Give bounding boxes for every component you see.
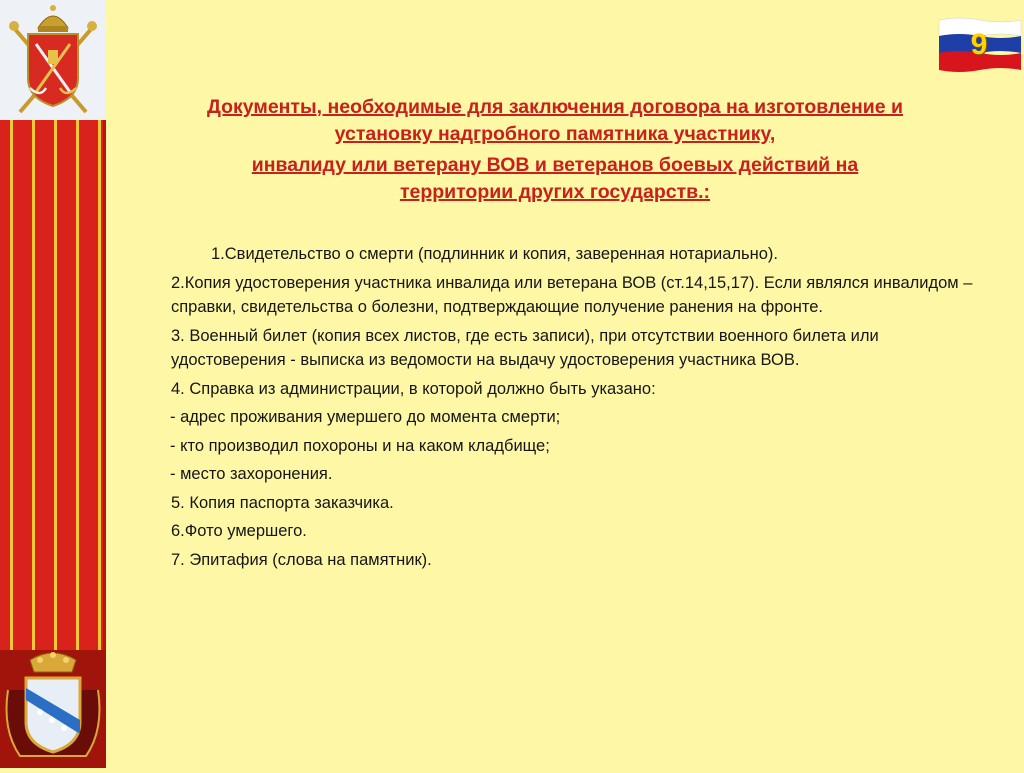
list-item: 4. Справка из администрации, в которой должно быть указано:	[171, 379, 656, 398]
document-list	[165, 242, 980, 576]
title-line-4: территории других государств.:	[399, 181, 711, 203]
list-item: 7. Эпитафия (слова на памятник).	[171, 550, 432, 569]
list-item: - адрес проживания умершего до момента смерти;	[170, 408, 561, 426]
slide-number: 9	[970, 28, 988, 61]
list-item: 2.Копия удостоверения участника инвалида или ветерана ВОВ (ст.14,15,17). Если являлся инвалидом – справки, свидетельства о болезни, подтверждающие получение ранения на фронте.	[171, 273, 973, 316]
title-line-2: установку надгробного памятника участнику,	[334, 123, 776, 145]
page-title	[140, 94, 970, 206]
list-item: - место захоронения.	[170, 465, 333, 483]
kursk-oblast-coat-of-arms-icon	[0, 650, 106, 768]
red-gold-stripes	[0, 120, 106, 650]
left-decorative-sidebar	[0, 0, 106, 768]
title-line-3: инвалиду или ветерану ВОВ и ветеранов боевых действий на	[251, 154, 859, 176]
list-item: 3. Военный билет (копия всех листов, где есть записи), при отсутствии военного билета или удостоверения - выписка из ведомости на выдачу удостоверения участника ВОВ.	[171, 326, 879, 369]
list-item: 6.Фото умершего.	[171, 522, 307, 540]
title-line-1: Документы, необходимые для заключения договора на изготовление и	[207, 96, 903, 118]
list-item: 1.Свидетельство о смерти (подлинник и копия, заверенная нотариально).	[211, 245, 778, 263]
saint-petersburg-coat-of-arms-icon	[0, 0, 106, 120]
list-item: 5. Копия паспорта заказчика.	[171, 493, 394, 512]
list-item: - кто производил похороны и на каком кладбище;	[170, 436, 550, 455]
